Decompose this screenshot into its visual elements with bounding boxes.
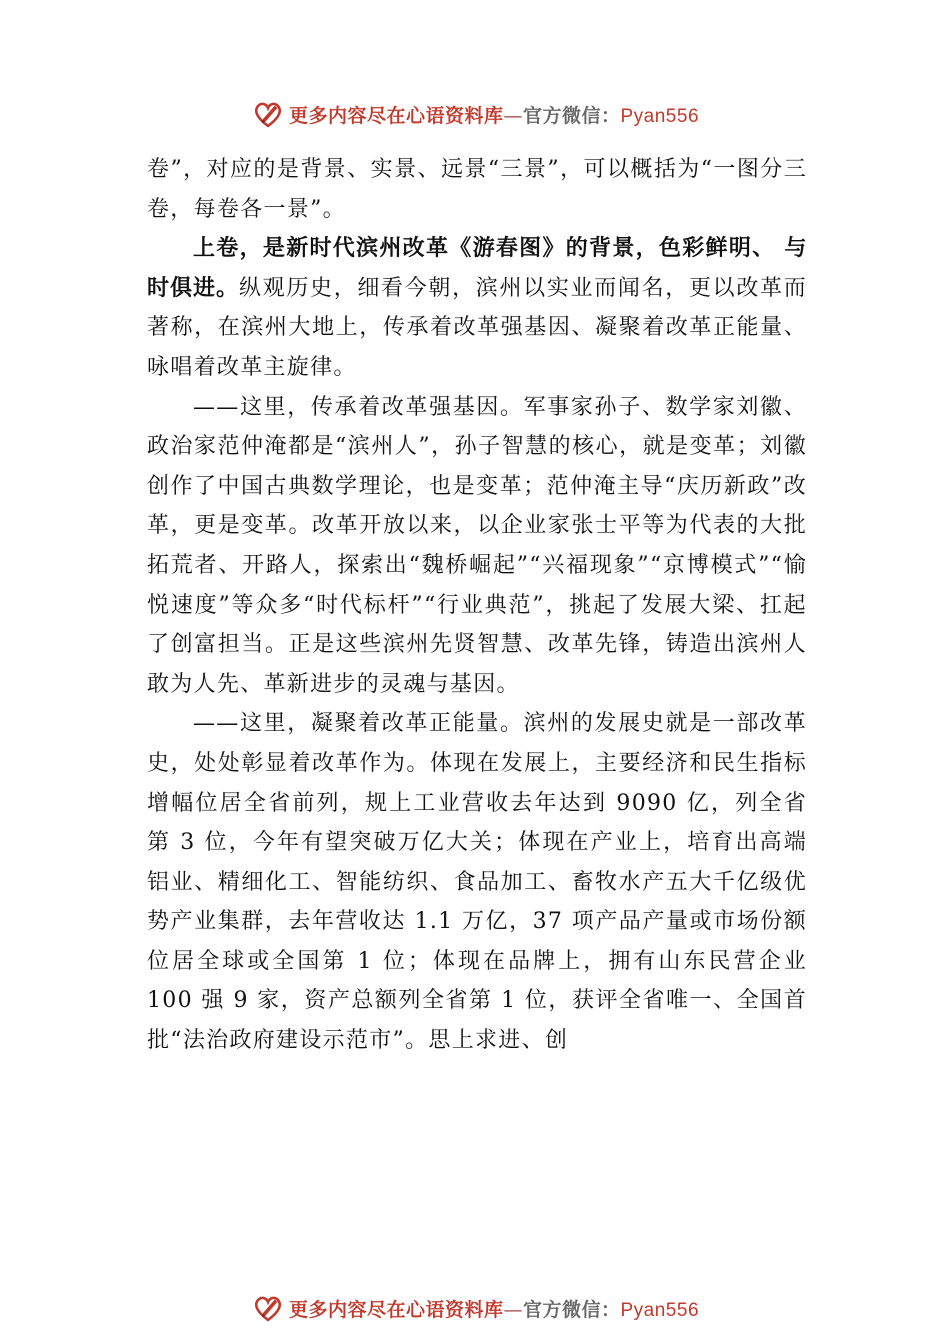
- banner-dash: —: [503, 104, 523, 127]
- paragraph-2-text: 纵观历史，细看今朝，滨州以实业而闻名，更以改革而著称，在滨州大地上，传承着改革强基因、凝聚着改革正能量、咏唱着改革主旋律。: [147, 275, 808, 380]
- document-body: [147, 150, 807, 1061]
- banner-official-label: 官方微信：: [522, 104, 621, 127]
- paragraph-1: 卷”，对应的是背景、实景、远景“三景”，可以概括为“一图分三卷，每卷各一景”。: [147, 157, 807, 222]
- paragraph-2: [147, 229, 807, 387]
- footer-dash: —: [503, 1298, 523, 1321]
- paragraph-3: ——这里，传承着改革强基因。军事家孙子、数学家刘徽、政治家范仲淹都是“滨州人”，孙子智慧的核心，就是变革；刘徽创作了中国古典数学理论，也是变革；范仲淹主导“庆历新政”改革，更是变革。改革开放以来，以企业家张士平等为代表的大批拓荒者、开路人，探索出“魏桥崛起”“兴福现象”“京博模式”“愉悦速度”等众多“时代标杆”“行业典范”，挑起了发展大梁、扛起了创富担当。正是这些滨州先贤智慧、改革先锋，铸造出滨州人敢为人先、革新进步的灵魂与基因。: [147, 394, 807, 697]
- banner-main-text: 更多内容尽在心语资料库: [288, 104, 504, 127]
- footer-official-label: 官方微信：: [522, 1298, 621, 1321]
- paragraph-2-heading: 上卷，是新时代滨州改革《游春图》的背景，色彩鲜明、 与时俱进。: [147, 236, 807, 301]
- heart-pen-logo-icon: [251, 1291, 285, 1325]
- footer-main-text: 更多内容尽在心语资料库: [288, 1298, 504, 1321]
- footer-wechat-id: Pyan556: [620, 1299, 700, 1321]
- header-banner: [0, 92, 950, 136]
- paragraph-4: ——这里，凝聚着改革正能量。滨州的发展史就是一部改革史，处处彰显着改革作为。体现在发展上，主要经济和民生指标增幅位居全省前列，规上工业营收去年达到 9090 亿，列全省第 3 位，今年有望突破万亿大关；体现在产业上，培育出高端铝业、精细化工、智能纺织、食品加工、畜牧水产五大千亿级优势产业集群，去年营收达 1.1 万亿，37 项产品产量或市场份额位居全球或全国第 1 位；体现在品牌上，拥有山东民营企业 100 强 9 家，资产总额列全省第 1 位，获评全省唯一、全国首批“法治政府建设示范市”。思上求进、创: [147, 711, 807, 1054]
- footer-banner: [0, 1286, 950, 1330]
- banner-wechat-id: Pyan556: [620, 105, 700, 127]
- heart-pen-logo-icon: [251, 97, 285, 131]
